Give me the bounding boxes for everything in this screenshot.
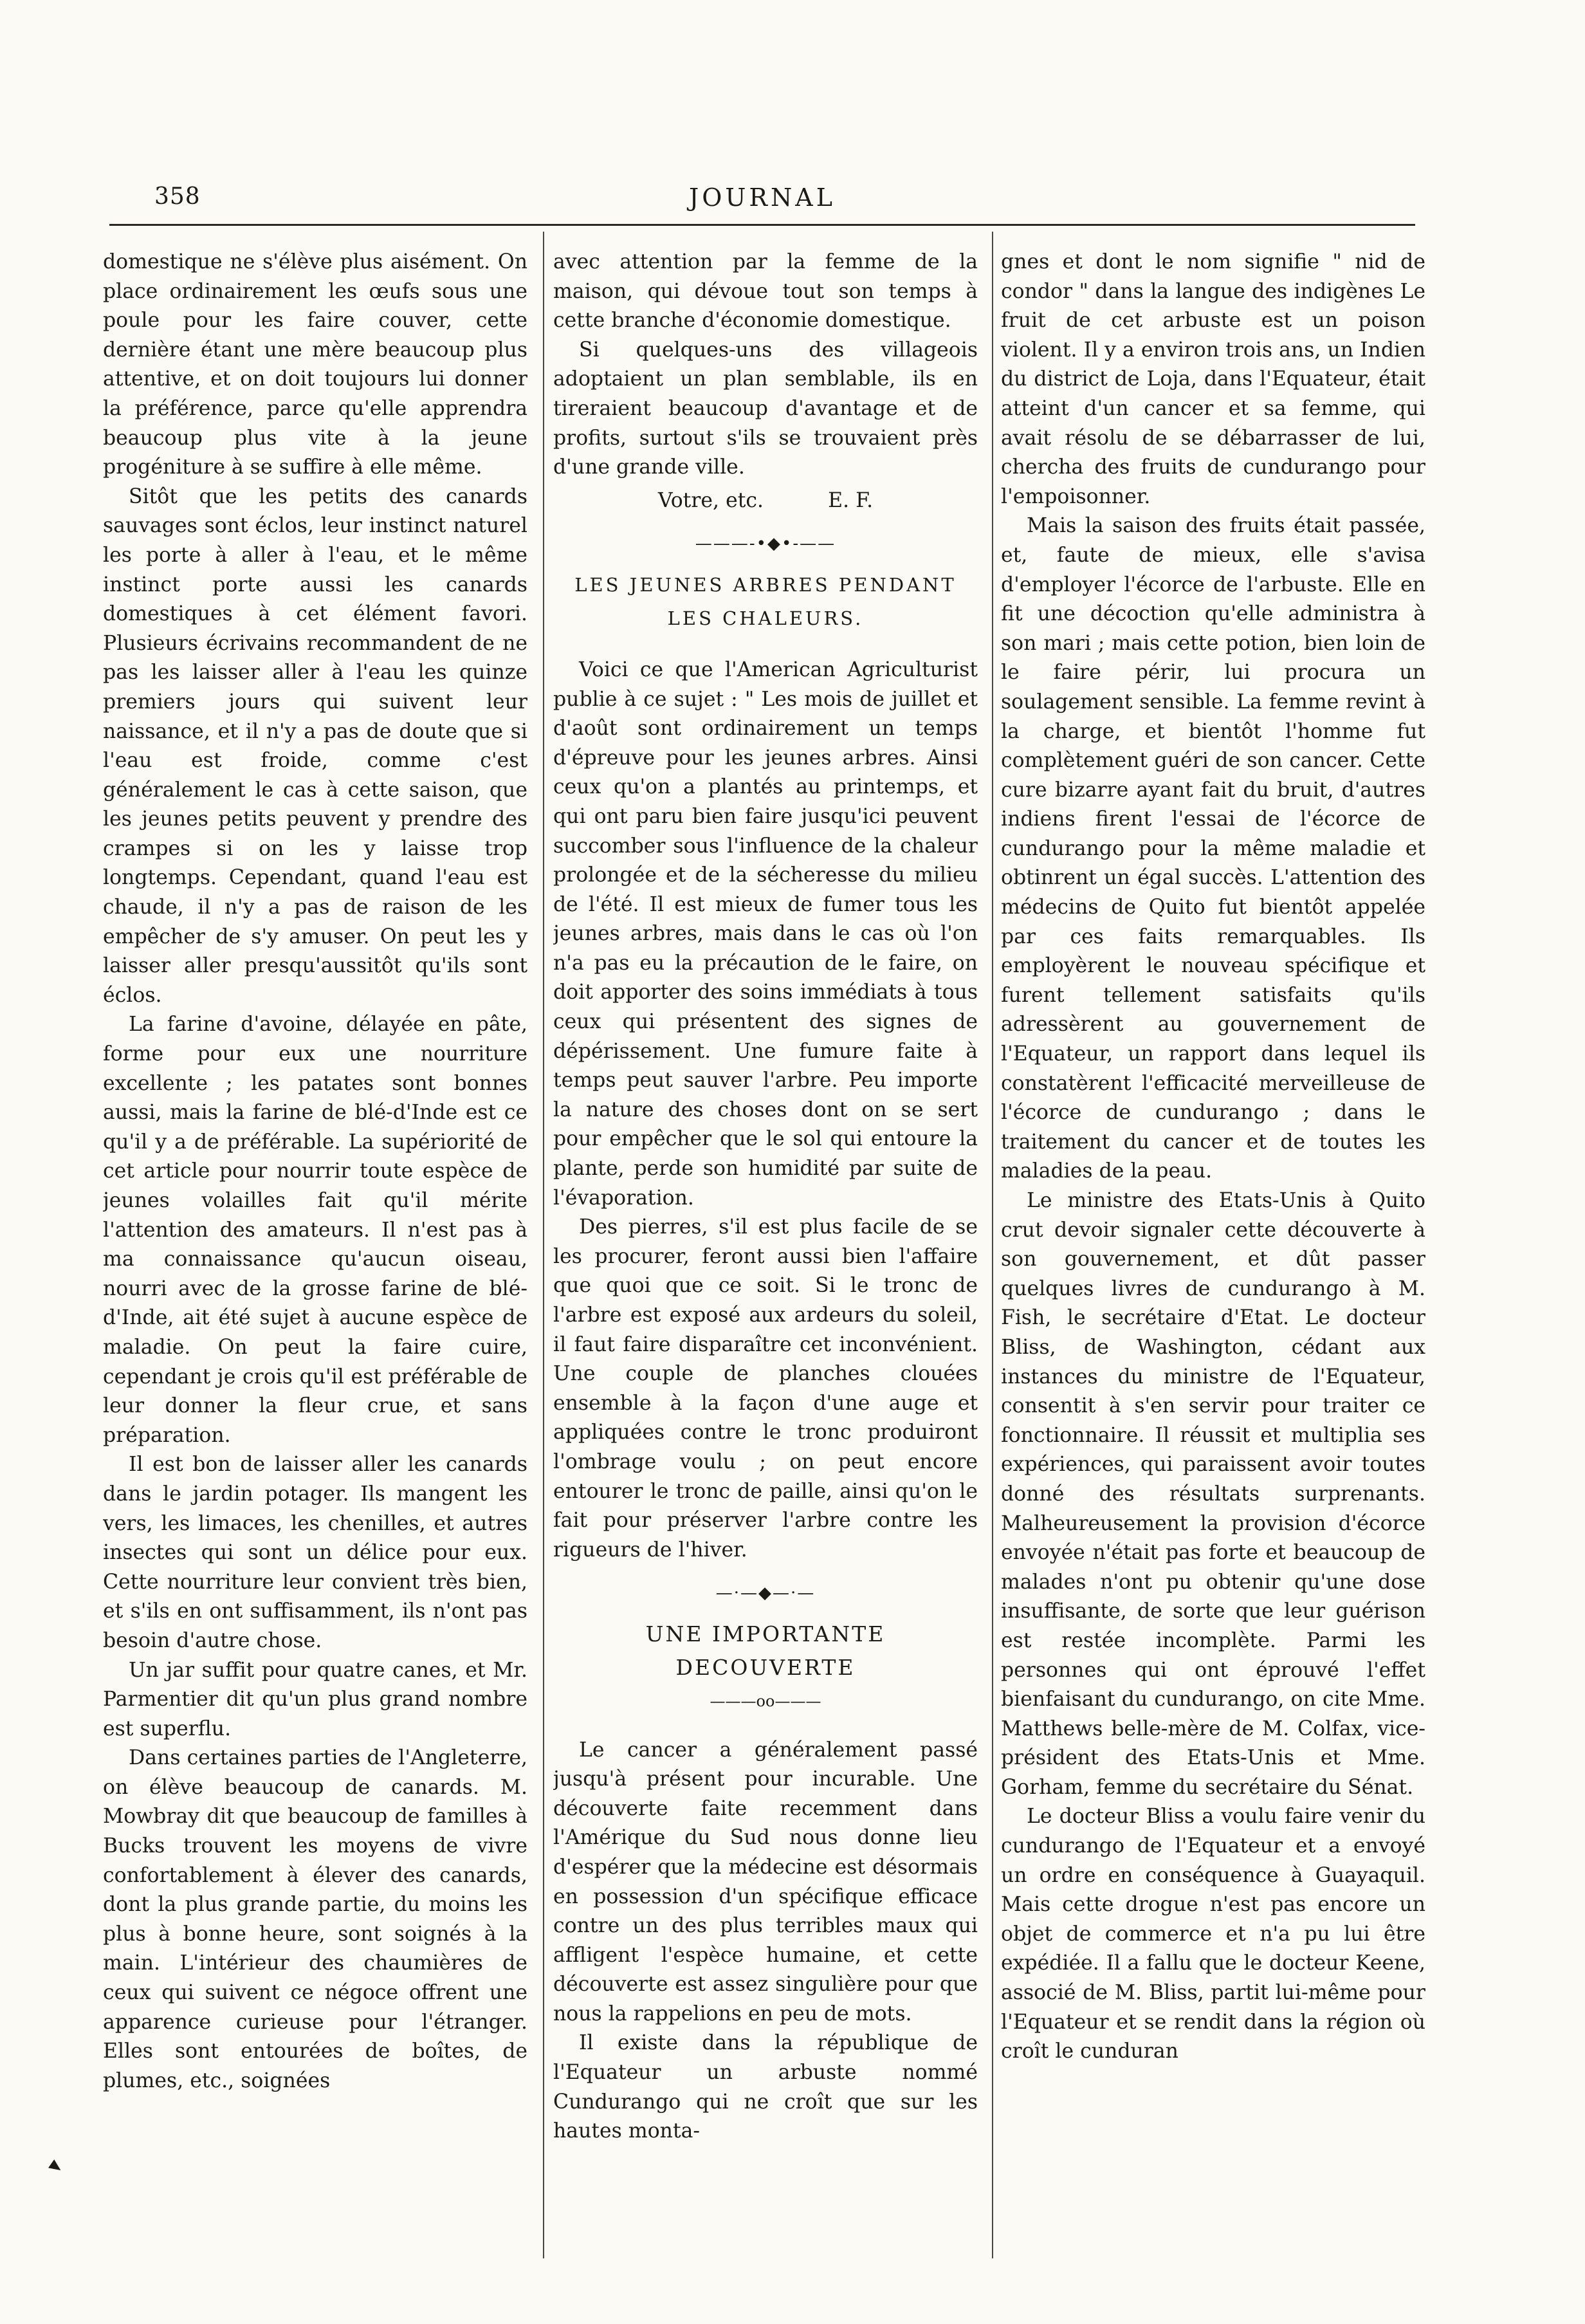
ornament-divider: —·—◆—·— (715, 1583, 816, 1603)
text-column-left (103, 248, 527, 2268)
paragraph: Si quelques-uns des villageois adoptaient un plan semblable, ils en tireraient beaucoup d'avantage et de profits, surtout s'ils se trouvaient près d'une grande ville. (553, 338, 978, 479)
ornament-divider: ———-•◆•-—— (695, 534, 836, 554)
header-rule (109, 224, 1415, 226)
paragraph: Voici ce que l'American Agriculturist publie à ce sujet : " Les mois de juillet et d'août sont ordinairement un temps d'épreuve pour les jeunes arbres. Ainsi ceux qu'on a plantés au printemps, et qui ont paru bien faire jusqu'ici peuvent succomber sous l'influence de la chaleur prolongée et de la sécheresse du milieu de l'été. Il est mieux de fumer tous les jeunes arbres, mais dans le cas où l'on n'a pas eu la précaution de le faire, on doit apporter des soins immédiats à tous ceux qui présentent des signes de dépérissement. Une fumure faite à temps peut sauver l'arbre. Peu importe la nature des choses dont on se sert pour empêcher que le sol qui entoure la plante, perde son humidité par suite de l'évaporation. (553, 658, 978, 1210)
paragraph: Il est bon de laisser aller les canards dans le jardin potager. Ils mangent les vers, les limaces, les chenilles, et autres insectes qui sont un délice pour eux. Cette nourriture leur convient très bien, et s'ils en ont suffisamment, ils n'ont pas besoin d'autre chose. (103, 1453, 527, 1652)
paragraph: Un jar suffit pour quatre canes, et Mr. Parmentier dit qu'un plus grand nombre est superflu. (103, 1658, 527, 1740)
running-title: JOURNAL (689, 183, 836, 212)
paragraph: La farine d'avoine, délayée en pâte, forme pour eux une nourriture excellente ; les patates sont bonnes aussi, mais la farine de blé-d'Inde est ce qu'il y a de préférable. La supériorité de cet article pour nourrir toute espèce de jeunes volailles fait qu'il mérite l'attention des amateurs. Il n'est pas à ma connaissance qu'aucun oiseau, nourri avec de la grosse farine de blé-d'Inde, ait été sujet à aucune espèce de maladie. On peut la faire cuire, cependant je crois qu'il est préférable de leur donner la fleur crue, et sans préparation. (103, 1013, 527, 1447)
paragraph: Sitôt que les petits des canards sauvages sont éclos, leur instinct naturel les porte à aller à l'eau, et le même instinct porte aussi les canards domestiques à cet élément favori. Plusieurs écrivains recommandent de ne pas les laisser aller à l'eau les quinze premiers jours qui suivent leur naissance, et il n'y a pas de doute que si l'eau est froide, comme c'est généralement le cas à cette saison, que les jeunes petits peuvent y prendre des crampes si on les y laisse trop longtemps. Cependant, quand l'eau est chaude, il n'y a pas de raison de les empêcher de s'y amuser. On peut les y laisser aller presqu'aussitôt qu'ils sont éclos. (103, 484, 527, 1007)
section-heading: LES JEUNES ARBRES PENDANT LES CHALEURS. (574, 573, 957, 629)
page-header (109, 183, 1415, 222)
ornament-divider: ———oo——— (710, 1692, 821, 1710)
signature-line: Votre, etc. E. F. (657, 488, 874, 512)
paragraph: domestique ne s'élève plus aisément. On place ordinairement les œufs sous une poule pour les faire couver, cette dernière étant une mère beaucoup plus attentive, et on doit toujours lui donner la préférence, parce qu'elle apprendra beaucoup plus vite à la jeune progéniture à se suffire à elle même. (103, 250, 527, 479)
section-heading: UNE IMPORTANTE DECOUVERTE (645, 1621, 886, 1680)
paragraph: Le ministre des Etats-Unis à Quito crut devoir signaler cette découverte à son gouvernement, et dût passer quelques livres de cundurango à M. Fish, le secrétaire d'Etat. Le docteur Bliss, de Washington, cédant aux instances du ministre de l'Equateur, consentit à s'en servir pour traiter ce fonctionnaire. Il réussit et multiplia ses expériences, qui paraissent avoir toutes donné des résultats surprenants. Malheureusement la provision d'écorce envoyée n'était pas forte et beaucoup de malades n'ont pu obtenir qu'une dose insuffisante, de sorte que leur guérison est restée incomplète. Parmi les personnes qui ont éprouvé l'effet bienfaisant du cundurango, on cite Mme. Matthews belle-mère de M. Colfax, vice-président des Etats-Unis et Mme. Gorham, femme du secrétaire du Sénat. (1001, 1189, 1425, 1799)
page-number: 358 (154, 183, 201, 210)
paragraph: gnes et dont le nom signifie " nid de condor " dans la langue des indigènes Le fruit de cet arbuste est un poison violent. Il y a environ trois ans, un Indien du district de Loja, dans l'Equateur, était atteint d'un cancer et sa femme, qui avait résolu de se débarrasser de lui, chercha des fruits de cundurango pour l'empoisonner. (1001, 250, 1425, 508)
paragraph: avec attention par la femme de la maison, qui dévoue tout son temps à cette branche d'économie domestique. (553, 250, 978, 333)
paragraph: Il existe dans la république de l'Equateur un arbuste nommé Cundurango qui ne croît que sur les hautes monta- (553, 2031, 978, 2143)
paragraph: Mais la saison des fruits était passée, et, faute de mieux, elle s'avisa d'employer l'écorce de l'arbuste. Elle en fit une décoction qu'elle administra à son mari ; mais cette potion, bien loin de le faire périr, lui procura un soulagement sensible. La femme revint à la charge, et bientôt l'homme fut complètement guéri de son cancer. Cette cure bizarre ayant fait du bruit, d'autres indiens firent l'essai de l'écorce de cundurango pour la même maladie et obtinrent un égal succès. L'attention des médecins de Quito fut bientôt appelée par ces faits remarquables. Ils employèrent le nouveau spécifique et furent tellement satisfaits qu'ils adressèrent au gouvernement de l'Equateur, un rapport dans lequel ils constatèrent l'efficacité merveilleuse de l'écorce de cundurango ; dans le traitement du cancer et de toutes les maladies de la peau. (1001, 514, 1425, 1183)
paragraph: Le docteur Bliss a voulu faire venir du cundurango de l'Equateur et a envoyé un ordre en conséquence à Guayaquil. Mais cette drogue n'est pas encore un objet de commerce et n'a pu lui être expédiée. Il a fallu que le docteur Keene, associé de M. Bliss, partit lui-même pour l'Equateur et se rendit dans la région où croît le cunduran (1001, 1805, 1425, 2063)
paragraph: Des pierres, s'il est plus facile de se les procurer, feront aussi bien l'affaire que quoi que ce soit. Si le tronc de l'arbre est exposé aux ardeurs du soleil, il faut faire disparaître cet inconvénient. Une couple de planches clouées ensemble à la façon d'une auge et appliquées contre le tronc produiront l'ombrage voulu ; on peut encore entourer le tronc de paille, ainsi qu'on le fait pour préserver l'arbre contre les rigueurs de l'hiver. (553, 1215, 978, 1562)
text-column-middle (553, 248, 978, 2268)
paragraph: Le cancer a généralement passé jusqu'à présent pour incurable. Une découverte faite recemment dans l'Amérique du Sud nous donne lieu d'espérer que la médecine est désormais en possession d'un spécifique efficace contre un des plus terribles maux qui affligent l'espèce humaine, et cette découverte est assez singulière pour que nous la rappelions en peu de mots. (553, 1738, 978, 2025)
margin-mark (48, 2159, 64, 2174)
column-divider (992, 232, 993, 2258)
text-column-right (1001, 248, 1425, 2268)
paragraph: Dans certaines parties de l'Angleterre, on élève beaucoup de canards. M. Mowbray dit que beaucoup de familles à Bucks trouvent les moyens de vivre confortablement à élever des canards, dont la plus grande partie, du moins les plus à bonne heure, sont soignés à la main. L'intérieur des chaumières de ceux qui suivent ce négoce offrent une apparence curieuse pour l'étranger. Elles sont entourées de boîtes, de plumes, etc., soignées (103, 1746, 527, 2092)
column-divider (543, 232, 544, 2258)
